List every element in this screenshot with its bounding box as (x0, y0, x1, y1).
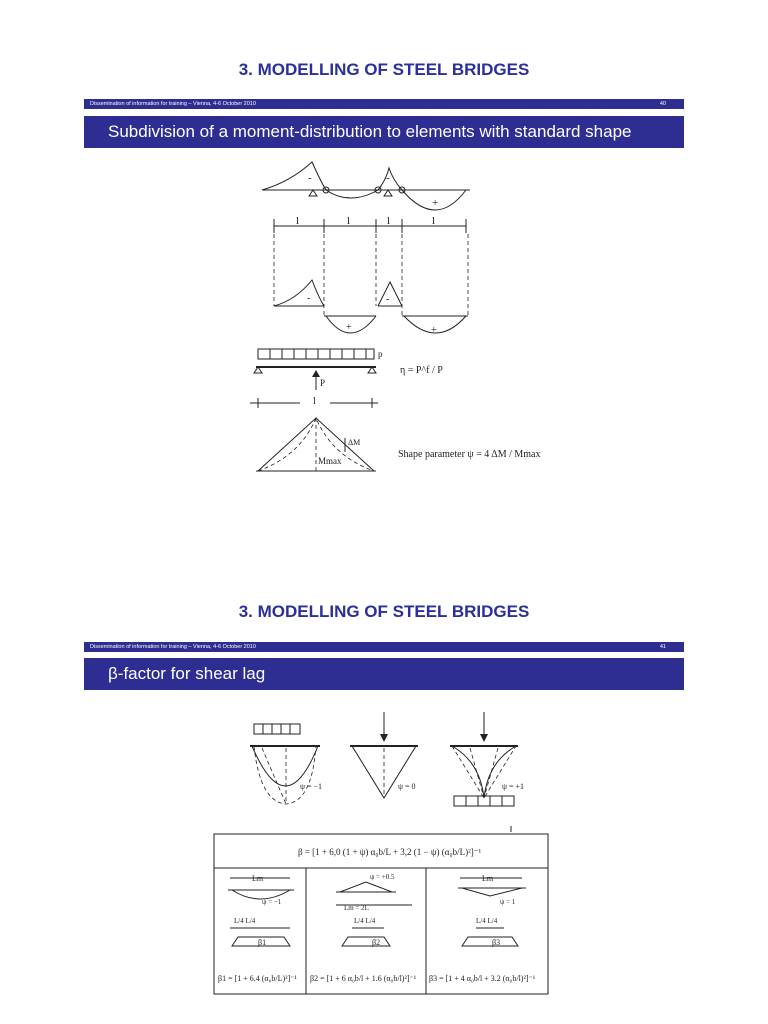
beta-label: β2 (372, 938, 381, 947)
beta-formula-row: β2 = [1 + 6 α₀b/l + 1.6 (α₀b/l)²]⁻¹ (310, 974, 417, 983)
beta-label: β3 (492, 938, 501, 947)
eta-formula: η = P^f / P (400, 365, 443, 376)
force-label: P (320, 378, 326, 388)
beta-formula-row: β3 = [1 + 4 α₀b/l + 3.2 (α₀b/l)²]⁻¹ (429, 974, 536, 983)
load-label: p (378, 349, 383, 359)
page-number: 41 (659, 644, 666, 650)
delta-m-label: ΔM (348, 438, 361, 447)
beta-label: β1 (258, 938, 267, 947)
sign-label: + (346, 322, 352, 333)
subtitle: Subdivision of a moment-distribution to elements with standard shape (108, 122, 632, 141)
quarter-label: L/4 L/4 (476, 917, 498, 925)
span-label: l (296, 215, 300, 227)
subtitle: β-factor for shear lag (108, 664, 266, 683)
sign-label: + (432, 197, 439, 209)
psi-label: ψ = +0.5 (370, 873, 395, 881)
slide-title: 3. MODELLING OF STEEL BRIDGES (238, 60, 530, 79)
lm-label: Lm (252, 874, 264, 883)
sign-label: + (431, 325, 437, 336)
shear-lag-diagram (0, 512, 768, 1024)
quarter-label: L/4 L/4 (234, 917, 256, 925)
beta-formula-row: β1 = [1 + 6.4 (α₀b/L)²]⁻¹ (218, 974, 297, 983)
info-text: Dissemination of information for training – Vienna, 4-6 October 2010 (90, 644, 256, 650)
slide-41 (0, 512, 768, 1024)
sign-label: - (386, 172, 390, 184)
slide-title: 3. MODELLING OF STEEL BRIDGES (238, 602, 530, 621)
length-label: l (313, 396, 316, 407)
sign-label: - (308, 172, 312, 184)
case-label: ψ = +1 (502, 782, 525, 791)
psi-label: ψ = −1 (262, 898, 282, 906)
case-label: ψ = −1 (300, 782, 323, 791)
span-label: l (432, 215, 436, 227)
m-max-label: Mmax (318, 456, 342, 466)
span-label: l (347, 215, 351, 227)
case-label: ψ = 0 (398, 782, 416, 791)
psi-label: ψ = 1 (500, 898, 516, 906)
quarter-label: L/4 L/4 (354, 917, 376, 925)
sign-label: - (307, 293, 311, 304)
beta-formula: β = [1 + 6,0 (1 + ψ) α₀b/L + 3,2 (1 − ψ) (α₀b/L)²]⁻¹ (298, 847, 482, 857)
page-number: 40 (659, 101, 666, 107)
info-text: Dissemination of information for training – Vienna, 4-6 October 2010 (90, 101, 256, 107)
lm-label: Lm (482, 874, 494, 883)
shape-parameter: Shape parameter ψ = 4 ΔM / Mmax (398, 449, 541, 460)
sign-label: - (386, 294, 390, 305)
sign-label: - (346, 191, 350, 203)
span-label: l (387, 215, 391, 227)
lm-label: Lm = 2L (344, 904, 369, 912)
